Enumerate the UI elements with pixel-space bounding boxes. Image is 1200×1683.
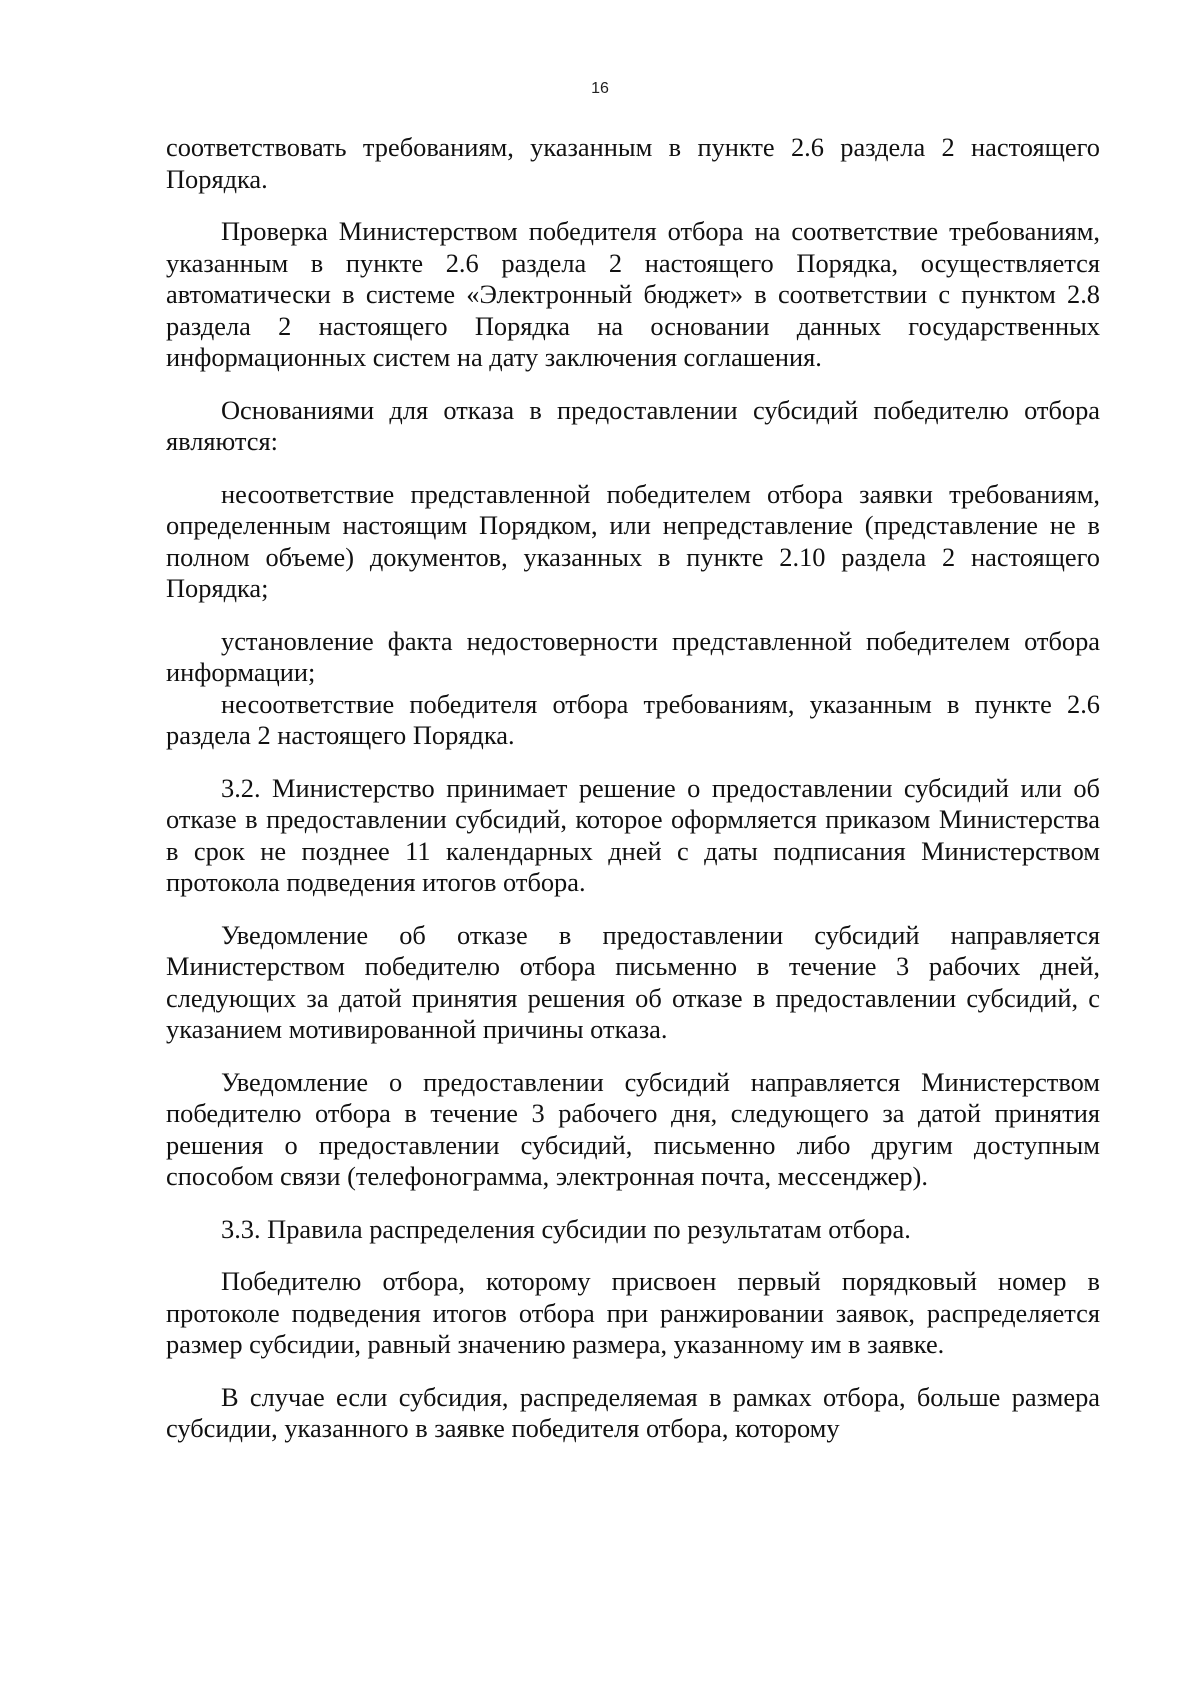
paragraph-continuation: соответствовать требованиям, указанным в пункте 2.6 раздела 2 настоящего Порядка. bbox=[166, 132, 1100, 194]
document-body bbox=[166, 132, 1100, 1445]
paragraph-first-winner: Победителю отбора, которому присвоен первый порядковый номер в протоколе подведения итогов отбора при ранжировании заявок, распределяется размер субсидии, равный значению размера, указанному им в заявке. bbox=[166, 1266, 1100, 1359]
paragraph-ground-inaccuracy: установление факта недостоверности представленной победителем отбора информации; bbox=[166, 625, 1100, 687]
paragraph-excess-subsidy: В случае если субсидия, распределяемая в рамках отбора, больше размера субсидии, указанного в заявке победителя отбора, которому bbox=[166, 1381, 1100, 1443]
paragraph-section-3-3: 3.3. Правила распределения субсидии по результатам отбора. bbox=[221, 1213, 911, 1244]
paragraph-section-3-2: 3.2. Министерство принимает решение о предоставлении субсидий или об отказе в предоставлении субсидий, которое оформляется приказом Министерства в срок не позднее 11 календарных дней с даты подписания Министерством протокола подведения итогов отбора. bbox=[166, 772, 1100, 897]
paragraph-refusal-notice: Уведомление об отказе в предоставлении субсидий направляется Министерством победителю отбора письменно в течение 3 рабочих дней, следующих за датой принятия решения об отказе в предоставлении субсидий, с указанием мотивированной причины отказа. bbox=[166, 919, 1100, 1044]
paragraph-grant-notice: Уведомление о предоставлении субсидий направляется Министерством победителю отбора в течение 3 рабочего дня, следующего за датой принятия решения о предоставлении субсидий, письменно либо другим доступным способом связи (телефонограмма, электронная почта, мессенджер). bbox=[166, 1066, 1100, 1191]
paragraph-verification: Проверка Министерством победителя отбора на соответствие требованиям, указанным в пункте 2.6 раздела 2 настоящего Порядка, осуществляется автоматически в системе «Электронный бюджет» в соответствии с пунктом 2.8 раздела 2 настоящего Порядка на основании данных государственных информационных систем на дату заключения соглашения. bbox=[166, 216, 1100, 372]
paragraph-refusal-grounds: Основаниями для отказа в предоставлении субсидий победителю отбора являются: bbox=[166, 394, 1100, 456]
page-number: 16 bbox=[591, 80, 609, 97]
paragraph-ground-nonconformity: несоответствие представленной победителем отбора заявки требованиям, определенным настоящим Порядком, или непредставление (представление не в полном объеме) документов, указанных в пункте 2.10 раздела 2 настоящего Порядка; bbox=[166, 478, 1100, 603]
paragraph-ground-requirements: несоответствие победителя отбора требованиям, указанным в пункте 2.6 раздела 2 настоящего Порядка. bbox=[166, 688, 1100, 750]
